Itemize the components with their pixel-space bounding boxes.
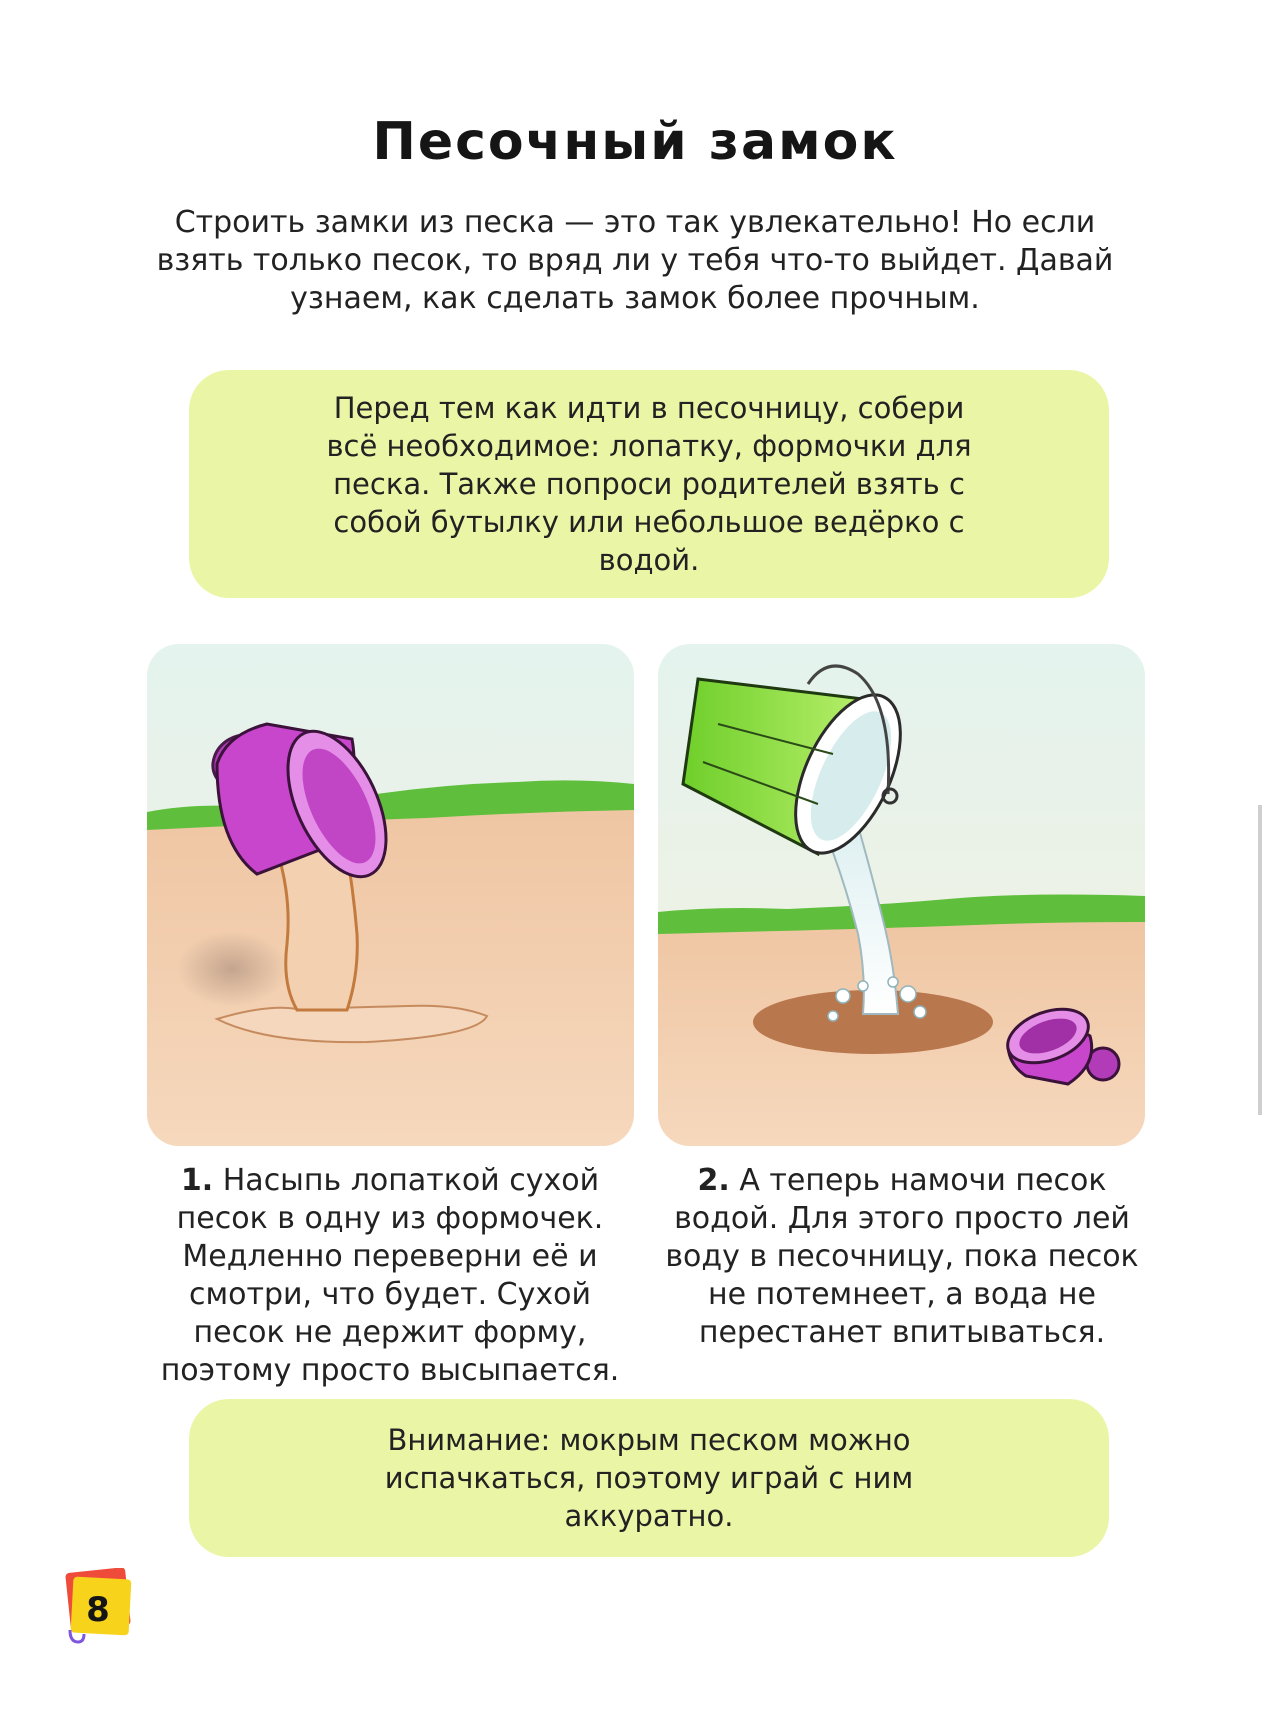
page-number: 8 <box>86 1590 110 1630</box>
step-2-caption <box>652 1162 1152 1352</box>
intro-text: Строить замки из песка — это так увлекательно! Но если взять только песок, то вряд ли у тебя что-то выйдет. Давай узнаем, как сделать замок более прочным. <box>156 205 1114 316</box>
preparation-note <box>189 370 1109 598</box>
step-2-text: А теперь намочи песок водой. Для этого просто лей воду в песочницу, пока песок не потемнеет, а вода не перестанет впитываться. <box>665 1163 1139 1350</box>
illustration-dry-sand <box>147 644 634 1146</box>
step-2-number: 2. <box>697 1163 730 1198</box>
step-1-caption <box>140 1162 640 1390</box>
warning-note <box>189 1399 1109 1557</box>
wet-sand-scene <box>658 644 1145 1146</box>
mold-shadow <box>177 931 287 1007</box>
preparation-note-text: Перед тем как идти в песочницу, собери всё необходимое: лопатку, формочки для песка. Также попроси родителей взять с собой бутылку или небольшое ведёрко с водой. <box>326 391 972 577</box>
page-title: Песочный замок <box>372 112 898 172</box>
page-edge-mark <box>1258 805 1262 1115</box>
warning-note-text: Внимание: мокрым песком можно испачкаться, поэтому играй с ним аккуратно. <box>384 1423 914 1533</box>
illustration-wet-sand <box>658 644 1145 1146</box>
dry-sand-scene <box>147 644 634 1146</box>
step-1-number: 1. <box>180 1163 214 1198</box>
step-1-text: Насыпь лопаткой сухой песок в одну из формочек. Медленно переверни её и смотри, что будет. Сухой песок не держит форму, поэтому просто высыпается. <box>160 1163 620 1388</box>
